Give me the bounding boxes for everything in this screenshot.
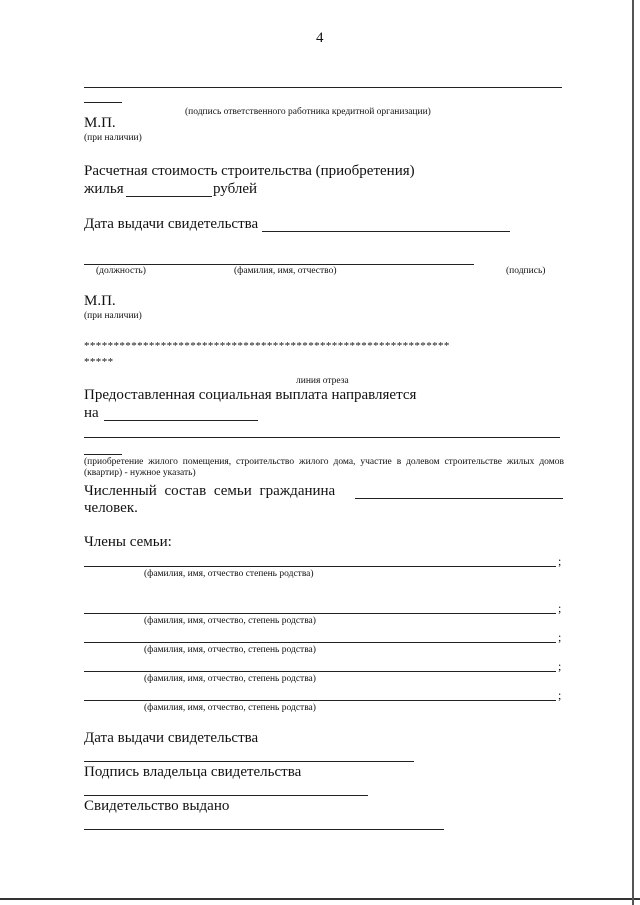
stamp-note: (при наличии) — [84, 133, 142, 143]
member-semicolon-1: ; — [558, 554, 562, 568]
stamp-label-2: М.П. — [84, 293, 116, 309]
family-count-line — [355, 498, 563, 499]
position-caption: (должность) — [96, 266, 146, 276]
owner-signature-label: Подпись владельца свидетельства — [84, 764, 302, 780]
member-caption-3: (фамилия, имя, отчество, степень родства) — [144, 645, 316, 655]
rubles-label: рублей — [213, 181, 258, 197]
member-semicolon-3: ; — [558, 630, 562, 644]
member-line-4 — [84, 671, 556, 672]
persons-label: человек. — [84, 500, 138, 516]
cost-blank-line — [126, 196, 212, 197]
member-line-3 — [84, 642, 556, 643]
cut-line-label: линия отреза — [296, 376, 349, 386]
payout-line-short — [84, 454, 122, 455]
member-line-2 — [84, 613, 556, 614]
bottom-border — [0, 898, 640, 900]
payout-blank-line — [104, 420, 258, 421]
member-caption-4: (фамилия, имя, отчество, степень родства) — [144, 674, 316, 684]
stars-line-2: ***** — [84, 356, 114, 368]
stars-line: ************************************************************** — [84, 340, 450, 352]
signature-line-short — [84, 102, 122, 103]
right-border — [632, 0, 634, 905]
member-semicolon-2: ; — [558, 601, 562, 615]
member-line-5 — [84, 700, 556, 701]
fio-caption: (фамилия, имя, отчество) — [234, 266, 337, 276]
member-semicolon-5: ; — [558, 688, 562, 702]
issue-date-line — [262, 231, 510, 232]
purpose-caption: (приобретение жилого помещения, строительство жилого дома, участие в долевом строительстве жилых домов (квартир) - нужное указать) — [84, 457, 564, 478]
footer-issue-date-line — [84, 761, 414, 762]
member-caption-5: (фамилия, имя, отчество, степень родства) — [144, 703, 316, 713]
signers-line — [84, 264, 474, 265]
stamp-label: М.П. — [84, 115, 116, 131]
issue-date-label: Дата выдачи свидетельства — [84, 216, 259, 232]
issued-label: Свидетельство выдано — [84, 798, 230, 814]
page-number: 4 — [316, 30, 324, 46]
family-count-label: Численный состав семьи гражданина — [84, 483, 336, 499]
member-line-1 — [84, 566, 556, 567]
stamp-note-2: (при наличии) — [84, 311, 142, 321]
cost-label: Расчетная стоимость строительства (приобретения) — [84, 163, 415, 179]
signature-line — [84, 87, 562, 88]
signature-caption-2: (подпись) — [506, 266, 546, 276]
member-caption-2: (фамилия, имя, отчество, степень родства) — [144, 616, 316, 626]
footer-issue-date-label: Дата выдачи свидетельства — [84, 730, 259, 746]
signature-caption: (подпись ответственного работника кредитной организации) — [185, 107, 431, 117]
housing-label: жилья — [84, 181, 124, 197]
family-members-label: Члены семьи: — [84, 534, 172, 550]
issued-line — [84, 829, 444, 830]
owner-signature-line — [84, 795, 368, 796]
member-semicolon-4: ; — [558, 659, 562, 673]
payout-line — [84, 437, 560, 438]
member-caption-1: (фамилия, имя, отчество степень родства) — [144, 569, 314, 579]
payout-na: на — [84, 405, 99, 421]
payout-label: Предоставленная социальная выплата направляется — [84, 387, 417, 403]
